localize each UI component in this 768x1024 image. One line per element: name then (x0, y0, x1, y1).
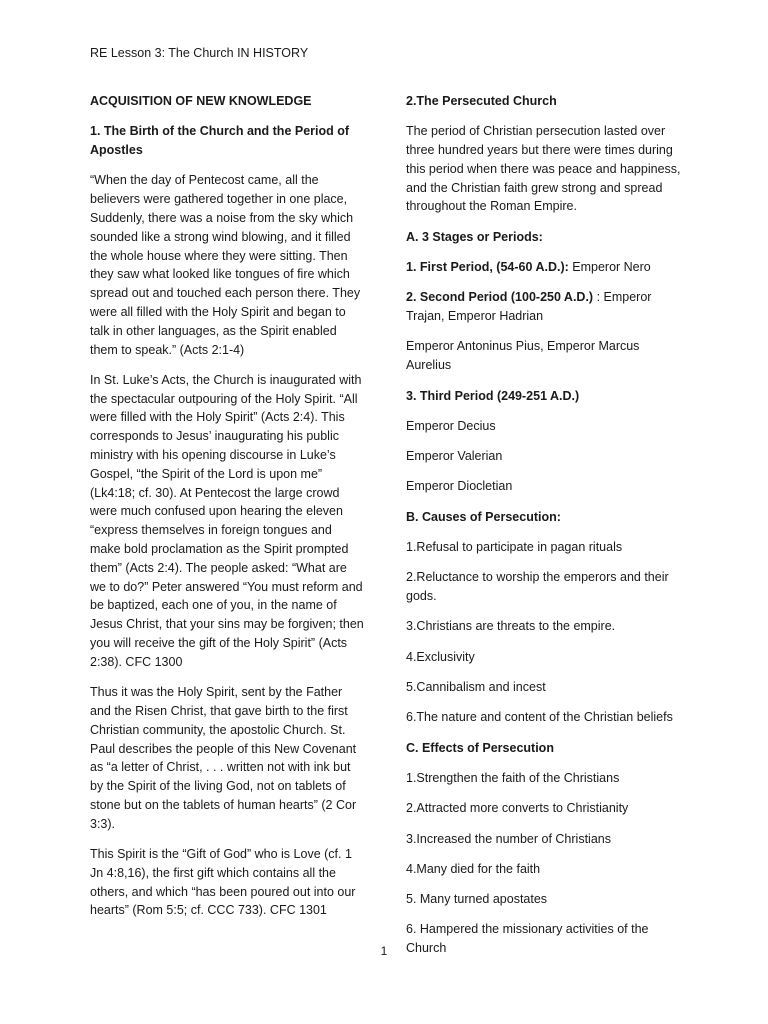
third-period-emperor: Emperor Diocletian (406, 479, 513, 494)
effect-item: 1.Strengthen the faith of the Christians (406, 770, 620, 785)
second-period-more: Emperor Antoninus Pius, Emperor Marcus Aurelius (406, 339, 640, 373)
cause-item: 2.Reluctance to worship the emperors and their gods. (406, 570, 669, 604)
section-1-title: 1. The Birth of the Church and the Period of Apostles (90, 124, 350, 158)
paragraph-holy-spirit: Thus it was the Holy Spirit, sent by the Father and the Risen Christ, that gave birth to the first Christian community, the apostolic Church. St. Paul describes the people of this New Covenant as “a letter of Christ, . . . written not with ink but by the Spirit of the living God, not on tablets of stone but on the tablets of human hearts” (2 Cor 3:3). (90, 685, 357, 831)
second-period: 2. Second Period (100-250 A.D.) : Emperor Trajan, Emperor Hadrian (406, 290, 652, 324)
effect-item: 4.Many died for the faith (406, 861, 541, 876)
cause-item: 3.Christians are threats to the empire. (406, 619, 616, 634)
third-period: 3. Third Period (249-251 A.D.) (406, 388, 580, 403)
stages-title: A. 3 Stages or Periods: (406, 229, 543, 244)
section-heading: ACQUISITION OF NEW KNOWLEDGE (90, 94, 312, 108)
section-2-title: 2.The Persecuted Church (406, 94, 557, 108)
cause-item: 5.Cannibalism and incest (406, 680, 546, 695)
page-number: 1 (380, 944, 388, 958)
right-column (406, 92, 686, 970)
effect-item: 5. Many turned apostates (406, 892, 548, 907)
left-column (90, 92, 365, 932)
paragraph-acts-quote: “When the day of Pentecost came, all the believers were gathered together in one place, Suddenly, there was a noise from the sky which sounded like a strong wind blowing, and it filled the whole house where they were sitting. Then they saw what looked like tongues of fire which spread out and touched each person there. They were all filled with the Holy Spirit and began to talk in other languages, as the Spirit enabled them to speak.” (Acts 2:1-4) (90, 173, 361, 357)
paragraph-gift-of-god: This Spirit is the “Gift of God” who is Love (cf. 1 Jn 4:8,16), the first gift which contains all the others, and which “has been poured out into our hearts” (Rom 5:5; cf. CCC 733). CFC 1301 (90, 846, 356, 918)
causes-title: B. Causes of Persecution: (406, 509, 561, 524)
cause-item: 4.Exclusivity (406, 649, 475, 664)
effect-item: 3.Increased the number of Christians (406, 831, 611, 846)
paragraph-luke-acts: In St. Luke’s Acts, the Church is inaugurated with the spectacular outpouring of the Holy Spirit. “All were filled with the Holy Spirit” (Acts 2:4). This corresponds to Jesus’ inaugurating his public ministry with his opening discourse in Luke’s Gospel, “the Spirit of the Lord is upon me” (Lk4:18; cf. 30). At Pentecost the large crowd were much confused upon hearing the eleven “express themselves in foreign tongues and make bold proclamation as the Spirit prompted them” (Acts 2:4). The people asked: “What are we to do?” Peter answered “You must reform and be baptized, each one of you, in the name of Jesus Christ, that your sins may be forgiven; then you will receive the gift of the Holy Spirit” (Acts 2:38). CFC 1300 (90, 372, 364, 669)
cause-item: 1.Refusal to participate in pagan rituals (406, 540, 623, 555)
cause-item: 6.The nature and content of the Christian beliefs (406, 710, 673, 725)
effect-item: 6. Hampered the missionary activities of the Church (406, 922, 649, 956)
first-period: 1. First Period, (54-60 A.D.): Emperor Nero (406, 260, 651, 275)
page-header: RE Lesson 3: The Church IN HISTORY (90, 46, 309, 60)
effect-item: 2.Attracted more converts to Christianity (406, 801, 629, 816)
third-period-emperor: Emperor Valerian (406, 449, 503, 464)
persecution-intro: The period of Christian persecution lasted over three hundred years but there were times during this period when there was peace and happiness, and the Christian faith grew strong and spread throughout the Roman Empire. (406, 124, 681, 214)
third-period-emperor: Emperor Decius (406, 418, 496, 433)
effects-title: C. Effects of Persecution (406, 740, 554, 755)
